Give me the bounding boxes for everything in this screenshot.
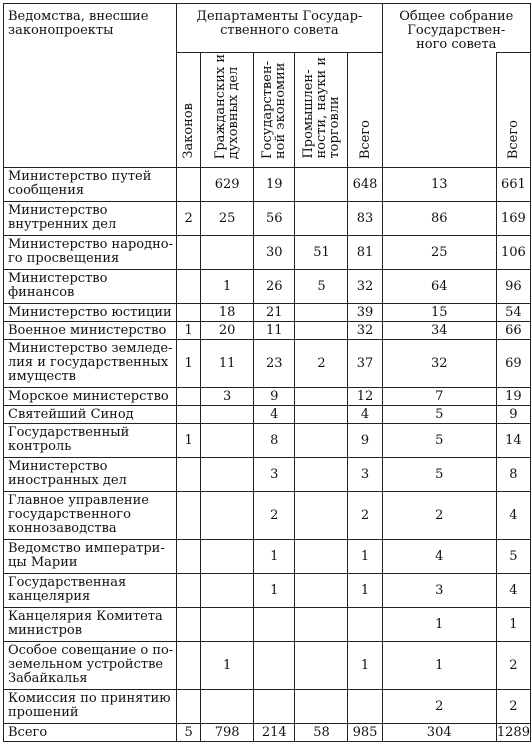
- table-cell: [295, 406, 348, 424]
- row-label: Ведомство императри- цы Марии: [4, 540, 177, 574]
- table-row: [4, 340, 531, 388]
- table-cell: 23: [254, 340, 295, 388]
- row-label: Главное управление государственного коннозаводства: [4, 492, 177, 540]
- header-col-general-empty: [382, 53, 496, 168]
- header-agencies: Ведомства, внесшие законопроекты: [4, 4, 177, 168]
- table-cell: [295, 424, 348, 458]
- row-label: Всего: [4, 724, 177, 742]
- table-cell: [201, 574, 254, 608]
- table-cell: [201, 608, 254, 642]
- table-cell: 169: [496, 202, 530, 236]
- table-cell: 4: [254, 406, 295, 424]
- row-label: Государственная канцелярия: [4, 574, 177, 608]
- table-cell: 4: [348, 406, 382, 424]
- row-label: Министерство иностранных дел: [4, 458, 177, 492]
- table-cell: 39: [348, 304, 382, 322]
- table-cell: 51: [295, 236, 348, 270]
- table-cell: [201, 540, 254, 574]
- table-cell: [177, 690, 201, 724]
- table-cell: 26: [254, 270, 295, 304]
- table-cell: 9: [496, 406, 530, 424]
- table-cell: [295, 690, 348, 724]
- table-cell: 304: [382, 724, 496, 742]
- table-cell: 2: [348, 492, 382, 540]
- table-cell: 5: [295, 270, 348, 304]
- table-cell: 2: [382, 492, 496, 540]
- table-cell: 4: [496, 492, 530, 540]
- table-row: [4, 236, 531, 270]
- table-wrapper: [3, 3, 531, 742]
- table-cell: [254, 608, 295, 642]
- table-row: [4, 690, 531, 724]
- table-cell: 32: [348, 322, 382, 340]
- table-row: [4, 168, 531, 202]
- table-cell: 629: [201, 168, 254, 202]
- table-cell: 2: [496, 642, 530, 690]
- row-label: Особое совещание о по- земельном устройстве Забайкалья: [4, 642, 177, 690]
- table-row: [4, 642, 531, 690]
- table-cell: 3: [382, 574, 496, 608]
- table-cell: 3: [201, 388, 254, 406]
- table-cell: 69: [496, 340, 530, 388]
- table-cell: 83: [348, 202, 382, 236]
- table-cell: 648: [348, 168, 382, 202]
- table-row: [4, 388, 531, 406]
- table-row: [4, 304, 531, 322]
- table-cell: 3: [348, 458, 382, 492]
- table-cell: 1: [177, 322, 201, 340]
- table-cell: 58: [295, 724, 348, 742]
- header-col-civil-spiritual: Гражданских и духовных дел: [201, 53, 254, 168]
- table-cell: 18: [201, 304, 254, 322]
- header-col-state-economy: Государствен- ной экономии: [254, 53, 295, 168]
- table-cell: 9: [254, 388, 295, 406]
- table-cell: 3: [254, 458, 295, 492]
- table-cell: 8: [254, 424, 295, 458]
- table-cell: 1289: [496, 724, 530, 740]
- table-cell: 86: [382, 202, 496, 236]
- table-cell: [201, 424, 254, 458]
- row-label: Министерство финансов: [4, 270, 177, 304]
- table-cell: 34: [382, 322, 496, 340]
- table-cell: [177, 608, 201, 642]
- table-row: [4, 406, 531, 424]
- table-cell: [295, 492, 348, 540]
- table-cell: 1: [348, 574, 382, 608]
- table-cell: 1: [254, 540, 295, 574]
- table-cell: [177, 642, 201, 690]
- table-cell: 5: [496, 540, 530, 574]
- table-cell: [348, 608, 382, 642]
- row-label: Министерство земледе- лия и государственных имуществ: [4, 340, 177, 388]
- table-cell: [177, 270, 201, 304]
- row-label: Канцелярия Комитета министров: [4, 608, 177, 642]
- table-row: [4, 492, 531, 540]
- table-cell: 1: [177, 424, 201, 458]
- header-general-assembly: Общее собрание Государствен- ного совета: [382, 4, 530, 53]
- table-cell: [295, 168, 348, 202]
- table-cell: [177, 540, 201, 574]
- table-cell: [201, 406, 254, 424]
- table-cell: [201, 690, 254, 724]
- table-cell: [177, 168, 201, 202]
- table-cell: [348, 690, 382, 724]
- table-cell: 20: [201, 322, 254, 340]
- table-row: [4, 458, 531, 492]
- row-label: Министерство путей сообщения: [4, 168, 177, 202]
- row-label: Комиссия по принятию прошений: [4, 690, 177, 724]
- table-cell: [201, 236, 254, 270]
- table-cell: 56: [254, 202, 295, 236]
- table-cell: 798: [201, 724, 254, 742]
- table-cell: 66: [496, 322, 530, 340]
- table-cell: [201, 458, 254, 492]
- header-departments: Департаменты Государ- ственного совета: [177, 4, 382, 53]
- table-cell: 2: [177, 202, 201, 236]
- table-cell: 1: [201, 270, 254, 304]
- table-cell: [295, 458, 348, 492]
- row-label: Военное министерство: [4, 322, 177, 340]
- table-cell: 32: [382, 340, 496, 388]
- header-col-laws: Законов: [177, 53, 201, 168]
- table-cell: [177, 458, 201, 492]
- header-col-grand-total: Всего: [496, 53, 530, 168]
- table-cell: 1: [201, 642, 254, 690]
- table-cell: [295, 642, 348, 690]
- table-cell: 11: [254, 322, 295, 340]
- table-cell: 5: [382, 406, 496, 424]
- row-label: Министерство народно- го просвещения: [4, 236, 177, 270]
- table-cell: [295, 202, 348, 236]
- table-cell: 2: [254, 492, 295, 540]
- row-label: Государственный контроль: [4, 424, 177, 458]
- table-cell: 2: [295, 340, 348, 388]
- table-cell: 1: [496, 608, 530, 642]
- table-cell: 985: [348, 724, 382, 742]
- table-cell: 12: [348, 388, 382, 406]
- table-cell: 661: [496, 168, 530, 202]
- table-cell: 8: [496, 458, 530, 492]
- table-cell: 11: [201, 340, 254, 388]
- table-cell: 19: [254, 168, 295, 202]
- row-label: Министерство внутренних дел: [4, 202, 177, 236]
- table-row: [4, 608, 531, 642]
- table-cell: 5: [382, 424, 496, 458]
- table-cell: 1: [382, 608, 496, 642]
- table-cell: 25: [201, 202, 254, 236]
- row-label: Министерство юстиции: [4, 304, 177, 322]
- table-cell: 7: [382, 388, 496, 406]
- table-row: [4, 322, 531, 340]
- table-cell: [295, 608, 348, 642]
- table-cell: 2: [496, 690, 530, 724]
- table-row: [4, 270, 531, 304]
- table-cell: 14: [496, 424, 530, 458]
- table-row: [4, 540, 531, 574]
- table-cell: 1: [348, 540, 382, 574]
- table-cell: [295, 540, 348, 574]
- table-cell: [295, 574, 348, 608]
- table-cell: 19: [496, 388, 530, 406]
- row-label: Святейший Синод: [4, 406, 177, 424]
- table-cell: 37: [348, 340, 382, 388]
- table-cell: 25: [382, 236, 496, 270]
- table-cell: 64: [382, 270, 496, 304]
- table-row: [4, 202, 531, 236]
- table-cell: [177, 304, 201, 322]
- table-cell: [177, 574, 201, 608]
- table-cell: 13: [382, 168, 496, 202]
- table-cell: [295, 388, 348, 406]
- table-cell: [295, 304, 348, 322]
- table-cell: 96: [496, 270, 530, 304]
- table-cell: [177, 236, 201, 270]
- table-cell: 214: [254, 724, 295, 742]
- table-cell: [254, 642, 295, 690]
- table-cell: [177, 492, 201, 540]
- legislation-table: [3, 3, 531, 742]
- table-cell: 4: [496, 574, 530, 608]
- table-cell: 2: [382, 690, 496, 724]
- table-cell: [254, 690, 295, 724]
- table-cell: 54: [496, 304, 530, 322]
- table-cell: 4: [382, 540, 496, 574]
- table-cell: 5: [177, 724, 201, 742]
- table-cell: 106: [496, 236, 530, 270]
- table-cell: [177, 388, 201, 406]
- table-cell: 9: [348, 424, 382, 458]
- table-cell: 1: [348, 642, 382, 690]
- table-cell: 1: [382, 642, 496, 690]
- table-cell: 21: [254, 304, 295, 322]
- table-cell: 30: [254, 236, 295, 270]
- table-row: [4, 424, 531, 458]
- row-label: Морское министерство: [4, 388, 177, 406]
- table-cell: [295, 322, 348, 340]
- table-row: [4, 724, 531, 742]
- table-cell: [177, 406, 201, 424]
- table-cell: [201, 492, 254, 540]
- table-cell: 15: [382, 304, 496, 322]
- header-col-industry: Промышлен- ности, науки и торговли: [295, 53, 348, 168]
- table-cell: 81: [348, 236, 382, 270]
- table-cell: 1: [177, 340, 201, 388]
- table-cell: 5: [382, 458, 496, 492]
- table-row: [4, 574, 531, 608]
- table-cell: 1: [254, 574, 295, 608]
- header-col-dept-total: Всего: [348, 53, 382, 168]
- table-cell: 32: [348, 270, 382, 304]
